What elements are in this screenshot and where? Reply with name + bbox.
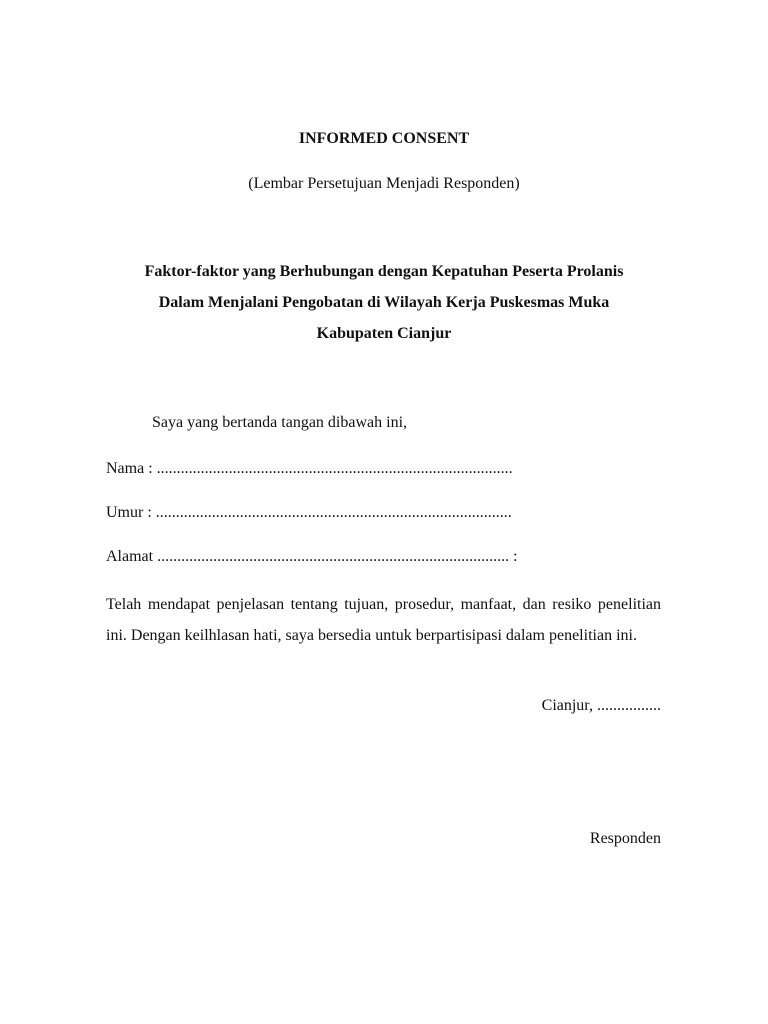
umur-field[interactable]: Umur : ......................................................................................... xyxy=(106,504,512,521)
intro-text: Saya yang bertanda tangan dibawah ini, xyxy=(152,414,408,431)
document-title: INFORMED CONSENT xyxy=(298,130,470,147)
research-title-line-1: Faktor-faktor yang Berhubungan dengan Kepatuhan Peserta Prolanis xyxy=(144,263,624,280)
respondent-signature-label: Responden xyxy=(589,830,661,847)
research-title-line-3: Kabupaten Cianjur xyxy=(316,325,452,342)
nama-field[interactable]: Nama : ......................................................................................... xyxy=(106,460,513,477)
place-date-field[interactable]: Cianjur, ................ xyxy=(541,697,661,714)
research-title-line-2: Dalam Menjalani Pengobatan di Wilayah Kerja Puskesmas Muka xyxy=(158,294,610,311)
document-subtitle: (Lembar Persetujuan Menjadi Responden) xyxy=(248,175,520,192)
consent-statement: Telah mendapat penjelasan tentang tujuan, prosedur, manfaat, dan resiko penelitian ini. Dengan keilhlasan hati, saya bersedia untuk berpartisipasi dalam penelitian ini. xyxy=(106,596,661,645)
alamat-field[interactable]: Alamat ........................................................................................ : xyxy=(106,548,518,565)
